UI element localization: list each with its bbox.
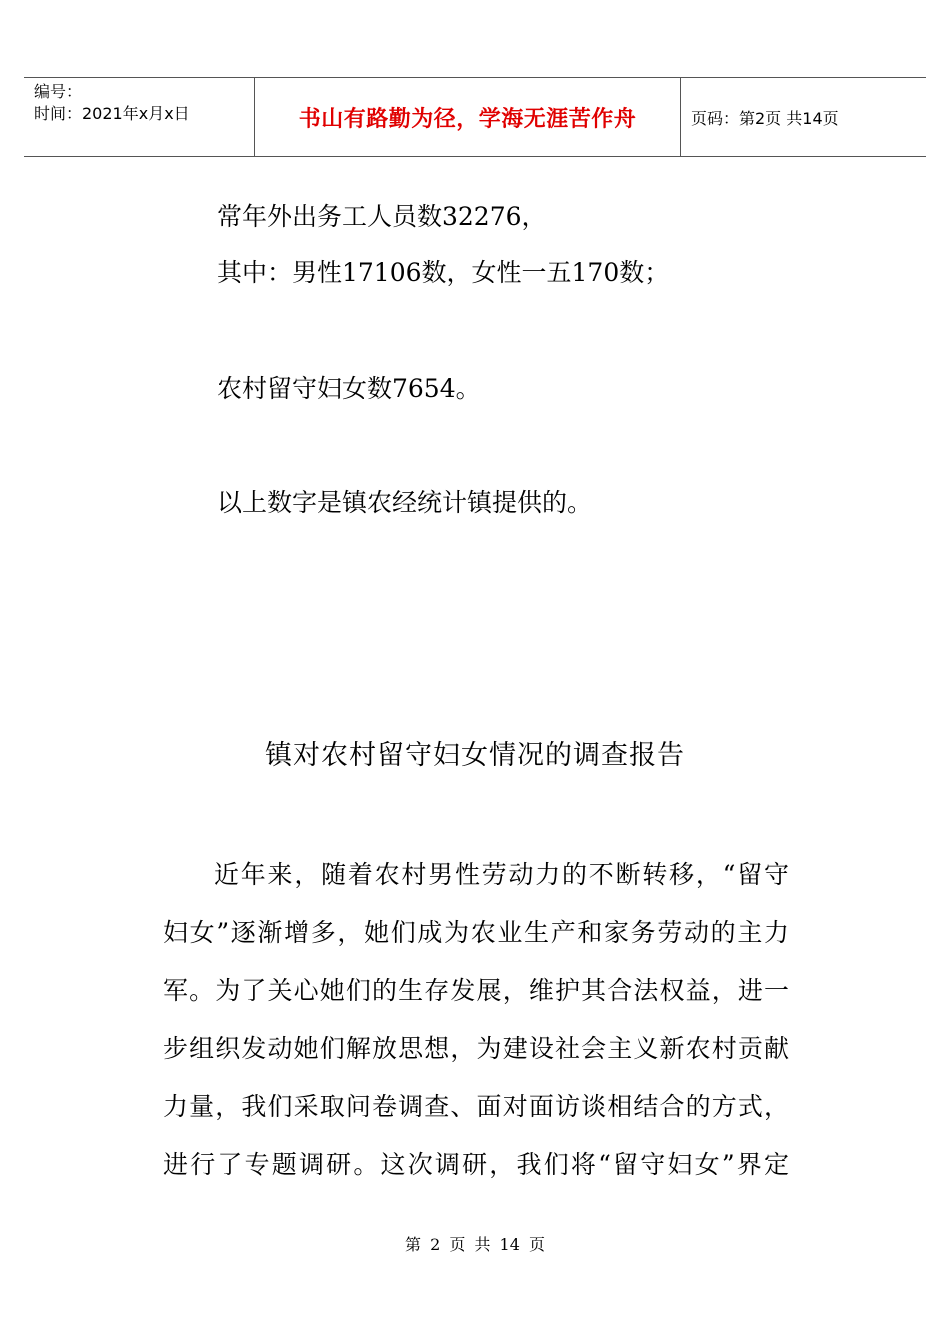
paragraph-source: 以上数字是镇农经统计镇提供的。 (217, 488, 593, 517)
body-line: 步组织发动她们解放思想，为建设社会主义新农村贡献 (163, 1034, 789, 1063)
paragraph-gender: 其中：男性17106数，女性一五170数； (217, 258, 670, 287)
page-footer: 第 2 页 共 14 页 (405, 1235, 545, 1254)
document-header (24, 77, 926, 157)
body-line: 军。为了关心她们的生存发展，维护其合法权益，进一 (163, 976, 789, 1005)
report-body (163, 846, 789, 1194)
time-label: 时间：2021年x月x日 (34, 104, 190, 123)
number-label: 编号： (34, 82, 83, 101)
page-info: 页码：第2页 共14页 (691, 108, 839, 128)
paragraph-women: 农村留守妇女数7654。 (217, 374, 481, 403)
header-page-cell (681, 78, 926, 156)
paragraph-workers: 常年外出务工人员数32276， (217, 202, 547, 231)
body-line: 妇女”逐渐增多，她们成为农业生产和家务劳动的主力 (163, 918, 789, 947)
body-line: 近年来，随着农村男性劳动力的不断转移，“留守 (214, 860, 789, 889)
body-line: 力量，我们采取问卷调查、面对面访谈相结合的方式， (163, 1092, 789, 1121)
report-title: 镇对农村留守妇女情况的调查报告 (265, 740, 685, 771)
motto: 书山有路勤为径，学海无涯苦作舟 (298, 106, 637, 132)
header-motto-cell (255, 78, 681, 156)
header-meta-cell (24, 78, 255, 156)
body-line: 进行了专题调研。这次调研，我们将“留守妇女”界定 (163, 1150, 789, 1179)
